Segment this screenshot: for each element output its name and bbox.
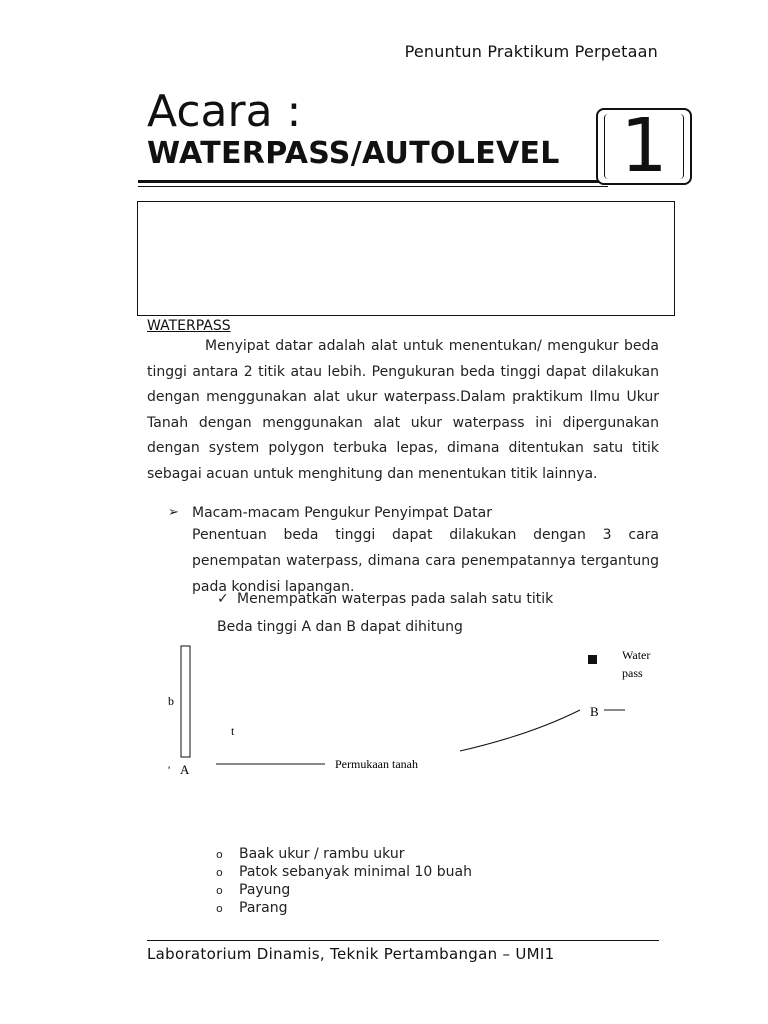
title-rule-thick <box>138 180 608 183</box>
waterpass-instrument-icon <box>588 655 597 664</box>
label-pass: pass <box>622 666 643 680</box>
circle-bullet-icon: o <box>216 902 223 915</box>
page-header-title: Penuntun Praktikum Perpetaan <box>404 42 658 61</box>
circle-bullet-icon: o <box>216 884 223 897</box>
label-water: Water <box>622 648 651 662</box>
bullet-sub-paragraph: Penentuan beda tinggi dapat dilakukan dengan 3 cara penempatan waterpass, dimana cara penempatannya tergantung pada kondisi lapangan. <box>192 527 659 595</box>
empty-frame <box>137 201 675 316</box>
check-item <box>217 591 553 607</box>
intro-paragraph: Menyipat datar adalah alat untuk menentukan/ mengukur beda tinggi antara 2 titik atau lebih. Pengukuran beda tinggi dapat dilakukan dengan menggunakan alat ukur waterpass.Dalam praktikum Ilmu Ukur Tanah dengan menggunakan alat ukur waterpass ini dipergunakan dengan system polygon terbuka lepas, dimana ditentukan satu titik sebagai acuan untuk menghitung dan menentukan titik lainnya. <box>147 338 659 482</box>
page-footer: Laboratorium Dinamis, Teknik Pertambangan – UMI1 <box>147 945 555 963</box>
check-item-text: Menempatkan waterpas pada salah satu titik <box>237 591 554 607</box>
chapter-number: 1 <box>620 103 668 189</box>
label-ground-surface: Permukaan tanah <box>335 757 418 771</box>
leveling-staff <box>181 646 190 757</box>
bullet-text: Macam-macam Pengukur Penyimpat Datar <box>192 505 492 521</box>
list-item-text: Patok sebanyak minimal 10 buah <box>239 864 472 880</box>
list-item <box>216 845 472 863</box>
tick-mark: ' <box>168 763 171 777</box>
section-heading: WATERPASS <box>147 318 231 334</box>
title-rule-thin <box>138 186 608 187</box>
slope-curve <box>460 710 580 751</box>
height-difference-text: Beda tinggi A dan B dapat dihitung <box>217 619 463 635</box>
label-b: b <box>168 694 174 708</box>
list-item-text: Payung <box>239 882 291 898</box>
label-point-b: B <box>590 704 599 719</box>
circle-bullet-icon: o <box>216 866 223 879</box>
circle-bullet-icon: o <box>216 848 223 861</box>
acara-label: Acara : <box>147 86 302 137</box>
list-item <box>216 863 472 881</box>
list-item-text: Parang <box>239 900 288 916</box>
main-title: WATERPASS/AUTOLEVEL <box>147 136 560 171</box>
chapter-number-box <box>596 103 692 189</box>
arrow-bullet-icon: ➢ <box>168 505 179 520</box>
equipment-list <box>216 845 472 917</box>
footer-rule <box>147 940 659 941</box>
label-point-a: A <box>180 762 190 777</box>
label-t: t <box>231 724 235 738</box>
list-item <box>216 881 472 899</box>
checkmark-icon: ✓ <box>217 591 229 607</box>
list-item-text: Baak ukur / rambu ukur <box>239 846 405 862</box>
list-item <box>216 899 472 917</box>
leveling-diagram <box>160 640 660 790</box>
